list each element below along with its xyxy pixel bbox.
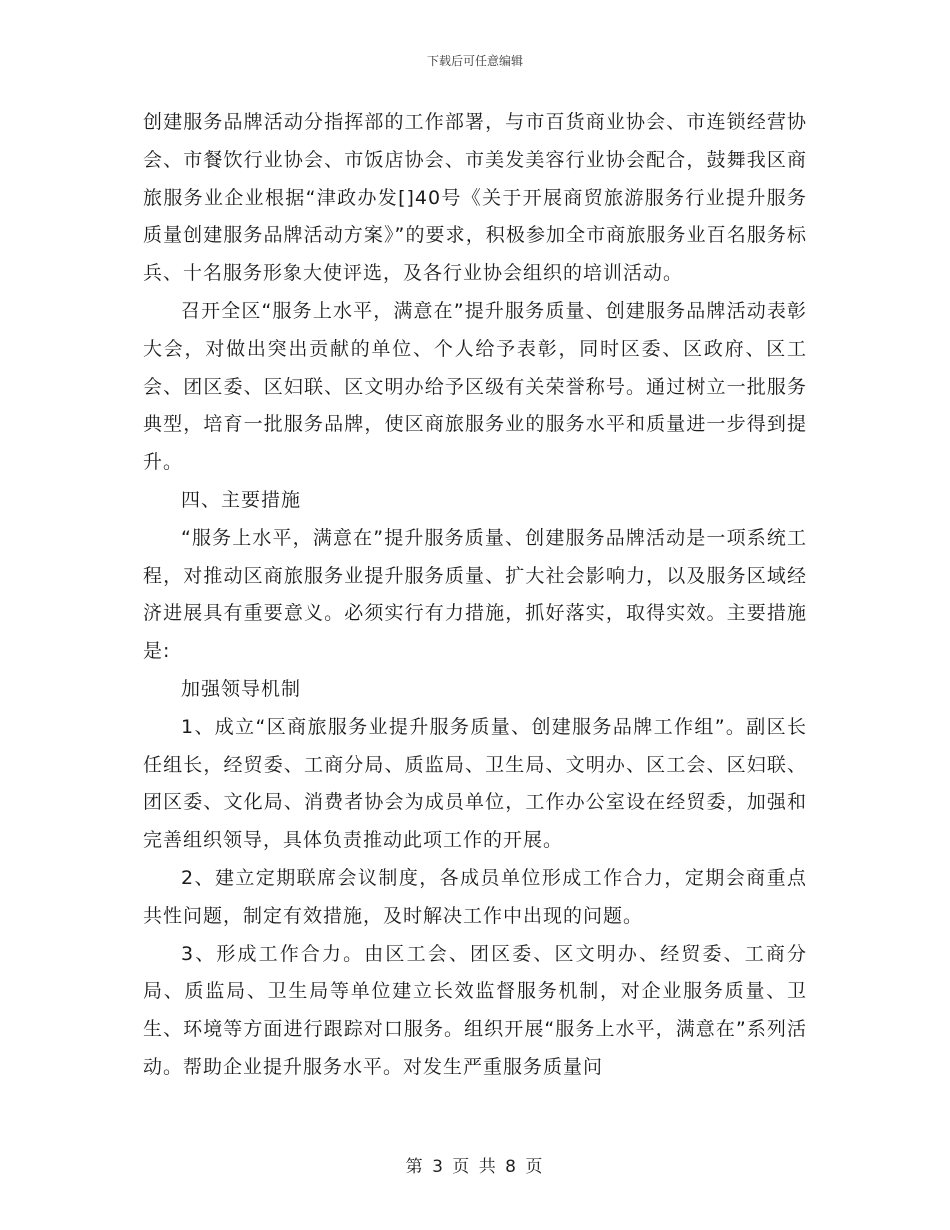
page-number: 第 3 页 共 8 页 (405, 1157, 545, 1177)
list-item-2: 2、建立定期联席会议制度，各成员单位形成工作合力，定期会商重点共性问题，制定有效措施，及时解决工作中出现的问题。 (143, 866, 807, 927)
document-body (143, 104, 807, 1087)
list-item-1: 1、成立“区商旅服务业提升服务质量、创建服务品牌工作组”。副区长任组长，经贸委、工商分局、质监局、卫生局、文明办、区工会、区妇联、团区委、文化局、消费者协会为成员单位，工作办公室设在经贸委，加强和完善组织领导，具体负责推动此项工作的开展。 (143, 715, 807, 852)
paragraph-3: “服务上水平，满意在”提升服务质量、创建服务品牌活动是一项系统工程，对推动区商旅服务业提升服务质量、扩大社会影响力，以及服务区域经济进展具有重要意义。必须实行有力措施，抓好落实，取得实效。主要措施是: (143, 526, 807, 663)
list-item-3: 3、形成工作合力。由区工会、团区委、区文明办、经贸委、工商分局、质监局、卫生局等单位建立长效监督服务机制，对企业服务质量、卫生、环境等方面进行跟踪对口服务。组织开展“服务上水平，满意在”系列活动。帮助企业提升服务水平。对发生严重服务质量问 (143, 942, 807, 1078)
page-header: 下载后可任意编辑 (426, 54, 523, 68)
subsection-heading: 加强领导机制 (181, 677, 302, 700)
paragraph-2: 召开全区“服务上水平，满意在”提升服务质量、创建服务品牌活动表彰大会，对做出突出贡献的单位、个人给予表彰，同时区委、区政府、区工会、团区委、区妇联、区文明办给予区级有关荣誉称号。通过树立一批服务典型，培育一批服务品牌，使区商旅服务业的服务水平和质量进一步得到提升。 (143, 299, 807, 474)
section-heading: 四、主要措施 (181, 488, 302, 511)
paragraph-1: 创建服务品牌活动分指挥部的工作部署，与市百货商业协会、市连锁经营协会、市餐饮行业协会、市饭店协会、市美发美容行业协会配合，鼓舞我区商旅服务业企业根据“津政办发[]40号《关于开展商贸旅游服务行业提升服务质量创建服务品牌活动方案》”的要求，积极参加全市商旅服务业百名服务标兵、十名服务形象大使评选，及各行业协会组织的培训活动。 (143, 111, 807, 285)
